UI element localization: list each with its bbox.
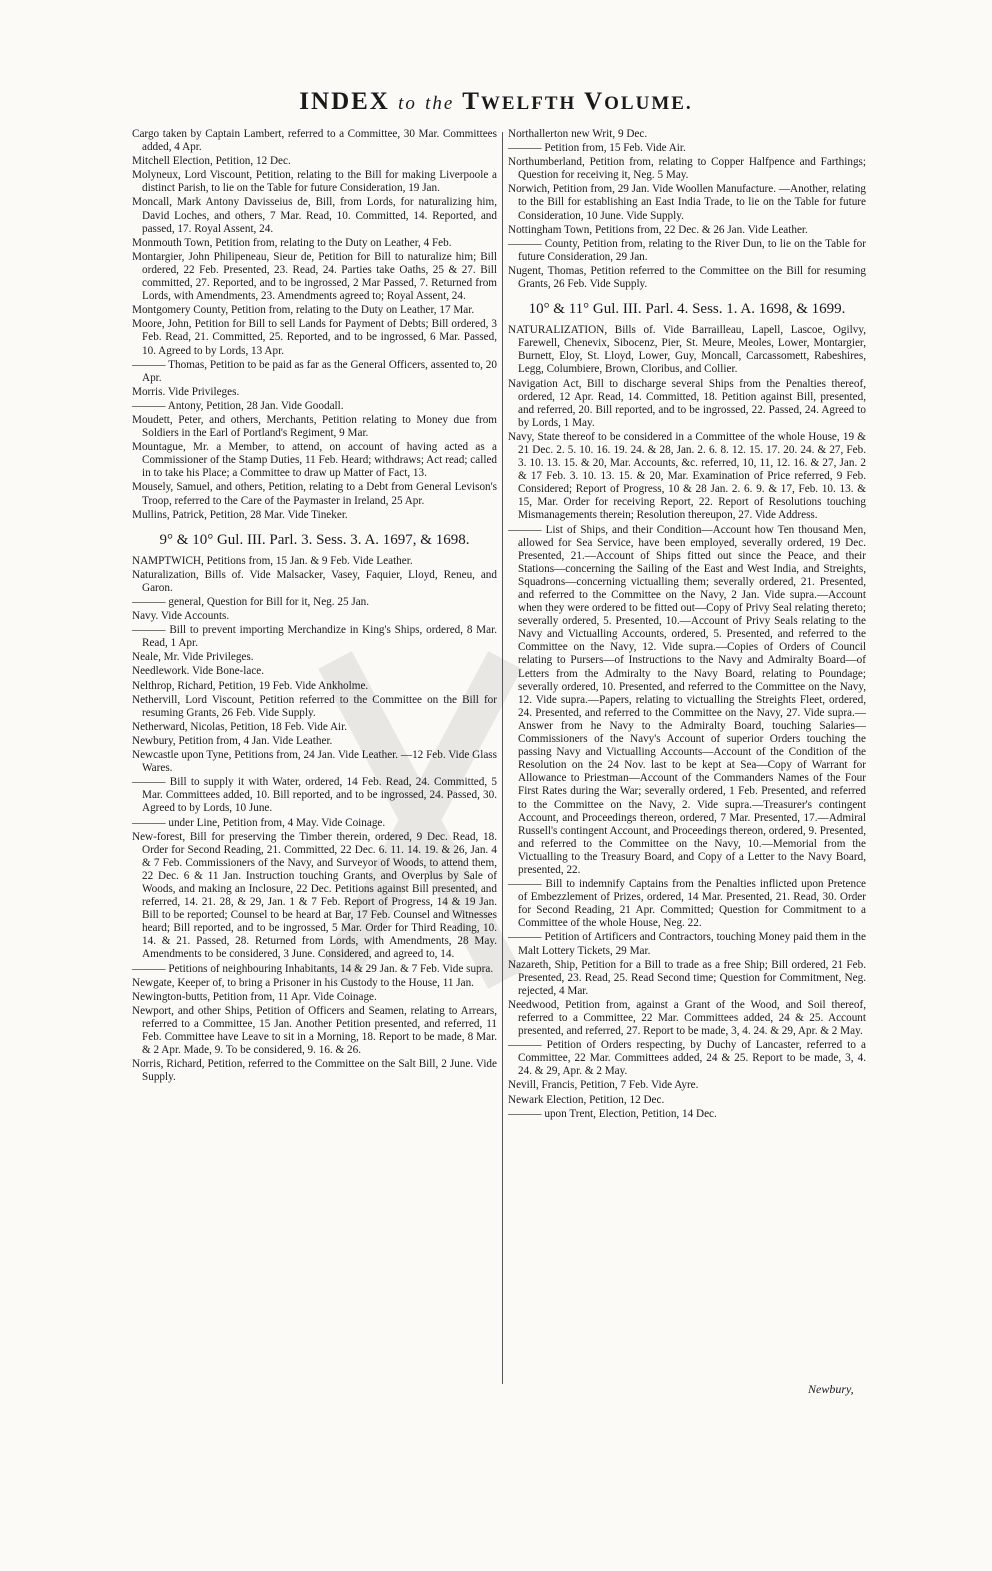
header-twelfth-rest: WELFTH [480,93,577,114]
index-entry: Neale, Mr. Vide Privileges. [132,651,254,664]
index-entry: Monmouth Town, Petition from, relating to the Duty on Leather, 4 Feb. [132,236,452,249]
index-entry: ——— Bill to indemnify Captains from the Penalties inflicted upon Pretence of Embezzlement of Prizes, ordered, 14 Mar. Presented, 21. Read, 30. Order for Second Reading, 21 Apr. Committed; Question for Commitment to a Committee of the whole House, Neg. 22. [508,878,866,930]
index-entry: ——— under Line, Petition from, 4 May. Vide Coinage. [132,816,386,829]
column-divider [502,132,503,1384]
right-section-heading: 10° & 11° Gul. III. Parl. 4. Sess. 1. A. 1698, & 1699. [528,301,846,318]
index-entry: NAMPTWICH, Petitions from, 15 Jan. & 9 Feb. Vide Leather. [132,554,413,567]
left-section-heading: 9° & 10° Gul. III. Parl. 3. Sess. 3. A. 1697, & 1698. [159,531,470,548]
index-entry: Mousely, Samuel, and others, Petition, relating to a Debt from General Levison's Troop, referred to the Care of the Paymaster in Ireland, 25 Apr. [132,481,497,507]
index-entry: Mitchell Election, Petition, 12 Dec. [132,155,291,168]
header-twelfth-initial: T [462,88,481,115]
index-entry: ——— upon Trent, Election, Petition, 14 Dec. [508,1107,717,1120]
index-entry: Mountague, Mr. a Member, to attend, on account of having acted as a Commissioner of the Stamp Duties, 11 Feb. Heard; withdraws; Act read; called in to take his Place; a Committee to draw up Matter of Fact, 13. [132,441,497,480]
right-entries-2 [508,324,866,1121]
index-entry: Moudett, Peter, and others, Merchants, Petition relating to Money due from Soldiers in the Earl of Portland's Regiment, 9 Mar. [132,413,497,440]
index-entry: Mullins, Patrick, Petition, 28 Mar. Vide Tineker. [132,508,348,521]
index-entry: Northallerton new Writ, 9 Dec. [508,128,648,140]
index-entry: ——— Antony, Petition, 28 Jan. Vide Goodall. [132,399,344,412]
index-entry: Nevill, Francis, Petition, 7 Feb. Vide Ayre. [508,1079,699,1092]
index-entry: ——— List of Ships, and their Condition—Account how Ten thousand Men, allowed for Sea Service, have been employed, severally ordered, 19 Dec. Presented, 21.—Account of Ships fitted out since the Peace, and their Stations—concerning the Sailing of the East and West India, and Streights, Squadrons—concerning victualling them; severally ordered, 21. Presented, and referred to the Committee on the Navy, 2 Jan. Vide supra.—Account when they were ordered to be fitted out—Copy of Privy Seal relating thereto; severally ordered, 5. Presented, 10.—Account of Privy Seals relating to the Navy and Victualling Accounts, ordered, 5. Presented, and referred to the Committee on the Navy, 12. Vide supra.—Copies of Orders of Council relating to Pursers—of Instructions to the Navy and Admiralty Board—of Letters from the Admiralty to the Navy Board, relating to Poundage; severally ordered, 10. Presented, and referred to the Committee on the Navy, 12. Vide supra.—Papers, relating to victualling the Streights Fleet, ordered, 24. Presented, and referred to the Committee on the Navy, 27. Vide supra.—Answer from he Navy to the Admiralty Board, touching Salaries—Commissioners of the Navy's Account of superior Orders touching the passing Navy and Victualling Accounts—Account of the Condition of the Resolution on the 24 Nov. last to be kept at Sea—Copy of Warrant for Allowance to Priestman—Account of the Commanders Names of the Four First Rates during the War; severally ordered, 1 Feb. Presented, and referred to the Committee on the Navy, 2. Vide supra.—Treasurer's contingent Account, and Proceedings thereon, ordered, 7 Mar. Presented, 17.—Admiral Russell's contingent Account, and Proceedings thereon, ordered, 9. Presented, and referred to the Committee on the Navy, 10.—Memorial from the Victualling to the Treasury Board, and Copy of a Letter to the Navy Board, presented, 22. [508,523,866,876]
index-entry: Nelthrop, Richard, Petition, 19 Feb. Vide Ankholme. [132,679,369,692]
left-entries-2 [132,555,497,1085]
index-entry: Morris. Vide Privileges. [132,385,240,398]
index-entry: ——— Petition of Artificers and Contractors, touching Money paid them in the Malt Lottery Tickets, 29 Mar. [508,931,866,957]
index-entry: Newgate, Keeper of, to bring a Prisoner in his Custody to the House, 11 Jan. [132,976,474,989]
left-entries [132,128,497,522]
index-entry: Nottingham Town, Petitions from, 22 Dec. & 26 Jan. Vide Leather. [508,223,808,236]
index-entry: ——— general, Question for Bill for it, Neg. 25 Jan. [132,596,370,608]
index-entry: Northumberland, Petition from, relating to Copper Halfpence and Farthings; Question for receiving it, Neg. 5 May. [508,156,866,182]
index-entry: ——— Bill to supply it with Water, ordered, 14 Feb. Read, 24. Committed, 5 Mar. Committees added, 10. Bill reported, and to be ingrossed, 24. Passed, 30. Agreed to by Lords, 10 June. [132,776,497,815]
index-entry: Newington-butts, Petition from, 11 Apr. Vide Coinage. [132,990,377,1003]
index-entry: Norris, Richard, Petition, referred to the Committee on the Salt Bill, 2 June. Vide Supply. [132,1058,497,1084]
index-entry: NATURALIZATION, Bills of. Vide Barrailleau, Lapell, Lascoe, Ogilvy, Farewell, Chenevix, Sibocenz, Pier, St. Meure, Meoles, Lower, Montargier, Burnett, Eloy, St. Lloyd, Lower, Guy, Moncall, Carcassomett, Rabeshires, Legg, Columbiere, Brown, Cloribus, and Collier. [508,324,866,376]
index-entry: ——— Petition from, 15 Feb. Vide Air. [508,142,686,155]
index-entry: Nazareth, Ship, Petition for a Bill to trade as a free Ship; Bill ordered, 21 Feb. Presented, 23. Read, 25. Read Second time; Question for Commitment, Neg. rejected, 4 Mar. [508,958,866,997]
index-entry: Molyneux, Lord Viscount, Petition, relating to the Bill for making Liverpoole a distinct Parish, to lie on the Table for future Consideration, 19 Jan. [132,169,497,195]
index-entry: Navy, State thereof to be considered in a Committee of the whole House, 19 & 21 Dec. 2. 5. 10. 16. 19. 24. & 28, Jan. 2. 6. 8. 12. 15. 17. 20. 24. & 27, Feb. 3. 10. 13. 15. & 20, Mar. Accounts, &c. referred, 10, 11, 12. 16. & 27, Jan. 2 & 17 Feb. 3. 10. 13. 15. & 20, Mar. Examination of Price referred, 9 Feb. Considered; Report of Progress, 10 & 28 Jan. 2. 6. 9. & 17, Feb. 10. 13. & 15, Mar. Order for receiving Report, 22. Report of Resolutions touching Mismanagements therein; Resolution thereupon, 27. Vide Address. [508,430,866,522]
index-entry: Netherward, Nicolas, Petition, 18 Feb. Vide Air. [132,720,348,733]
index-entry: Nugent, Thomas, Petition referred to the Committee on the Bill for resuming Grants, 26 Feb. Vide Supply. [508,264,866,291]
index-entry: ——— Petition of Orders respecting, by Duchy of Lancaster, referred to a Committee, 22 Mar. Committees added, 24 & 25. Report to be made, 3, 4. 24. & 29, Apr. & 2 May. [508,1039,866,1078]
left-column [132,128,497,1085]
header-to: to [398,93,417,114]
index-entry: Moore, John, Petition for Bill to sell Lands for Payment of Debts; Bill ordered, 3 Feb. Read, 21. Committed, 25. Reported, and to be ingrossed, 6 Mar. Passed, 10. Agreed to by Lords, 13 Apr. [132,318,497,357]
index-entry: Needwood, Petition from, against a Grant of the Wood, and Soil thereof, referred to a Committee, 22 Mar. Committees added, 24 & 25. Account presented, and referred, 27. Report to be made, 3, 4. 24. & 29, Apr. & 2 May. [508,998,866,1038]
right-entries [508,128,866,291]
index-entry: Newark Election, Petition, 12 Dec. [508,1093,665,1106]
index-entry: Cargo taken by Captain Lambert, referred to a Committee, 30 Mar. Committees added, 4 Apr. [132,128,497,154]
index-entry: Needlework. Vide Bone-lace. [132,665,265,678]
header-index: INDEX [299,88,390,115]
header-volume-initial: V [584,88,605,115]
index-entry: ——— County, Petition from, relating to the River Dun, to lie on the Table for future Consideration, 29 Jan. [508,237,866,263]
header-the: the [425,93,455,114]
index-entry: Montargier, John Philipeneau, Sieur de, Petition for Bill to naturalize him; Bill ordered, 22 Feb. Presented, 23. Read, 24. Parties take Oaths, 25 & 27. Bill committed, 27. Reported, and to be ingrossed, 2 Mar Passed, 7. Returned from Lords, with Amendments, 23. Amendments agreed to; Royal Assent, 24. [132,250,497,303]
index-entry: Newport, and other Ships, Petition of Officers and Seamen, relating to Arrears, referred to a Committee, 15 Jan. Another Petition presented, and referred, 11 Feb. Committee have Leave to sit in a Morning, 18. Report to be made, 8 Mar. & 2 Apr. Made, 9. To be considered, 9. 16. & 26. [132,1004,497,1057]
page-header [0,88,992,116]
index-entry: Moncall, Mark Antony Davisseius de, Bill, from Lords, for naturalizing him, David Loches, and others, 7 Mar. Read, 10. Committed, 14. Reported, and passed, 17. Royal Assent, 24. [132,196,497,235]
index-entry: Navy. Vide Accounts. [132,610,230,623]
index-entry: Newcastle upon Tyne, Petitions from, 24 Jan. Vide Leather. —12 Feb. Vide Glass Wares. [132,749,497,775]
index-entry: Montgomery County, Petition from, relating to the Duty on Leather, 17 Mar. [132,304,475,317]
catchword: Newbury, [808,1382,854,1396]
index-entry: Newbury, Petition from, 4 Jan. Vide Leather. [132,734,333,747]
index-entry: Nethervill, Lord Viscount, Petition referred to the Committee on the Bill for resuming Grants, 26 Feb. Vide Supply. [132,693,497,719]
right-column [508,128,866,1122]
index-entry: Navigation Act, Bill to discharge several Ships from the Penalties thereof, ordered, 12 Apr. Read, 14. Committed, 18. Petition against Bill, presented, and referred, 20. Bill reported, and to be ingrossed, 22. Passed, 24. Agreed to by Lords, 1 May. [508,377,866,429]
index-entry: ——— Thomas, Petition to be paid as far as the General Officers, assented to, 20 Apr. [132,358,497,384]
index-entry: New-forest, Bill for preserving the Timber therein, ordered, 9 Dec. Read, 18. Order for Second Reading, 21. Committed, 22 Dec. 6. 11. 14. 19. & 26, Jan. 4 & 7 Feb. Commissioners of the Navy, and Surveyor of Woods, to attend them, 22 Dec. 6 & 11 Jan. Instruction touching Grants, and Overplus by Sale of Woods, and making an Inclosure, 22 Dec. Petitions against Bill presented, and referred, 14. 21. 28, & 29, Jan. 1 & 7 Feb. Report of Progress, 14 & 19 Jan. Bill to be reported; Counsel to be heard at Bar, 17 Feb. Counsel and Witnesses heard; Bill reported, and to be ingrossed, 5 Mar. Order for Third Reading, 10. 14. & 21. Passed, 28. Returned from Lords, with Amendments, 28 May. Amendments to be considered, 3 June. Considered, and agreed to, 14. [132,830,497,961]
index-entry: ——— Bill to prevent importing Merchandize in King's Ships, ordered, 8 Mar. Read, 1 Apr. [132,624,497,650]
header-volume-rest: OLUME. [604,93,693,114]
index-entry: Naturalization, Bills of. Vide Malsacker, Vasey, Faquier, Lloyd, Reneu, and Garon. [132,568,497,594]
index-entry: ——— Petitions of neighbouring Inhabitants, 14 & 29 Jan. & 7 Feb. Vide supra. [132,962,494,975]
index-entry: Norwich, Petition from, 29 Jan. Vide Woollen Manufacture. —Another, relating to the Bill for establishing an East India Trade, to lie on the Table for future Consideration, 10 June. Vide Supply. [508,183,866,222]
